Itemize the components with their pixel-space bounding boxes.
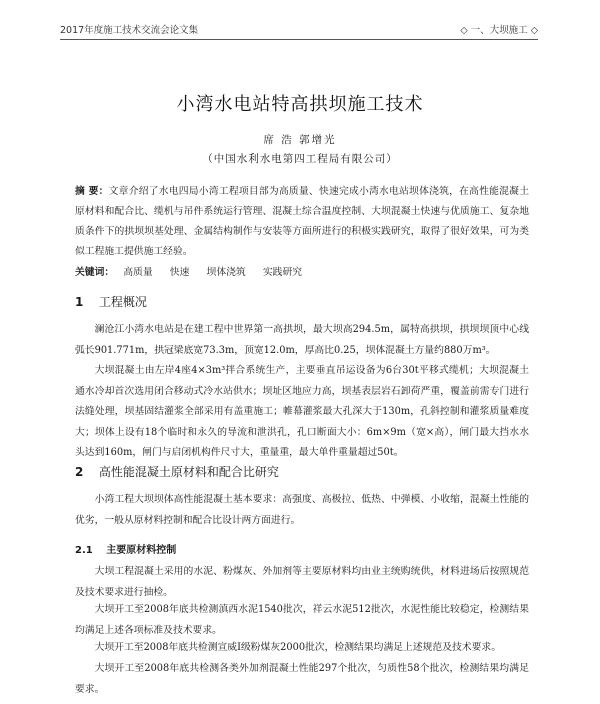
keyword-item: 快速 <box>169 267 190 278</box>
body-paragraph: 大坝混凝土由左岸4座4×3m³拌合系统生产，主要垂直吊运设备为6台30t平移式缆机；大坝混凝土通水冷却首次选用闭合移动式冷水站供水；坝址区地应力高，坝基表层岩石卸荷严重，覆盖前需专门进行法缝处理，坝基固结灌浆全部采用有盖重施工；帷幕灌浆最大孔深大于130m，孔斜控制和灌浆质量难度大；坝体上设有18个临时和永久的导流和泄洪孔，孔口断面大小：6m×9m（宽×高），闸门最大挡水水头达到160m，闸门与启闭机构件尺寸大，重量重，最大单件重量超过50t。 <box>75 365 529 458</box>
body-paragraph: 大坝开工至2008年底共检测各类外加剂混凝土性能297个批次，匀质性58个批次，检测结果均满足要求。 <box>75 663 529 695</box>
paper-title: 小湾水电站特高拱坝施工技术 <box>176 94 424 115</box>
section-heading <box>75 293 147 310</box>
body-paragraph: 大坝开工至2008年底共检测滇西水泥1540批次，祥云水泥512批次，水泥性能比较稳定，检测结果均满足上述各项标准及技术要求。 <box>75 604 529 636</box>
keyword-item: 实践研究 <box>262 267 303 278</box>
running-head-left: 2017年度施工技术交流会论文集 <box>60 25 199 36</box>
keywords <box>75 263 529 283</box>
abstract <box>75 182 529 262</box>
section-title: 工程概况 <box>98 295 147 309</box>
keywords-label: 关键词： <box>75 267 115 278</box>
section-number: 2 <box>75 465 84 479</box>
body-paragraph: 澜沧江小湾水电站是在建工程中世界第一高拱坝，最大坝高294.5m，属特高拱坝，拱坝坝顶中心线弧长901.771m，拱冠梁底宽73.3m，顶宽12.0m，厚高比0.25，坝体混凝土方量约880万m³。 <box>75 324 529 356</box>
section-number: 1 <box>75 295 84 309</box>
abstract-text: 文章介绍了水电四局小湾工程项目部为高质量、快速完成小湾水电站坝体浇筑，在高性能混凝土原材料和配合比、缆机与吊件系统运行管理、混凝土综合温度控制、大坝混凝土快速与优质施工、复杂地质条件下的拱坝坝基处理、金属结构制作与安装等方面所进行的积极实践研究，取得了很好效果，可为类似工程施工提供施工经验。 <box>75 186 529 257</box>
running-head-right: ◇ 一、大坝施工 ◇ <box>460 25 538 36</box>
subsection-heading <box>75 541 176 556</box>
section-title: 高性能混凝土原材料和配合比研究 <box>98 465 279 479</box>
body-paragraph: 小湾工程大坝坝体高性能混凝土基本要求：高强度、高极拉、低热、中弹模、小收缩，混凝土性能的优劣，一般从原材料控制和配合比设计两方面进行。 <box>75 494 529 526</box>
body-paragraph: 大坝工程混凝土采用的水泥、粉煤灰、外加剂等主要原材料均由业主统购统供，材料进场后按照规范及技术要求进行抽检。 <box>75 566 529 598</box>
running-head <box>60 22 538 36</box>
subsection-title: 主要原材料控制 <box>106 545 177 556</box>
subsection-number: 2.1 <box>75 545 93 556</box>
body-paragraph: 大坝开工至2008年底共检测宣威Ⅰ级粉煤灰2000批次，检测结果均满足上述规范及技术要求。 <box>94 642 502 653</box>
header-rule <box>60 39 538 40</box>
keyword-item: 高质量 <box>123 267 153 278</box>
affiliation: （中国水利水电第四工程局有限公司） <box>202 153 398 165</box>
keyword-item: 坝体浇筑 <box>206 267 246 278</box>
section-heading <box>75 463 279 480</box>
author-list: 席 浩 郭增光 <box>263 134 337 146</box>
abstract-label: 摘 要： <box>75 186 109 197</box>
